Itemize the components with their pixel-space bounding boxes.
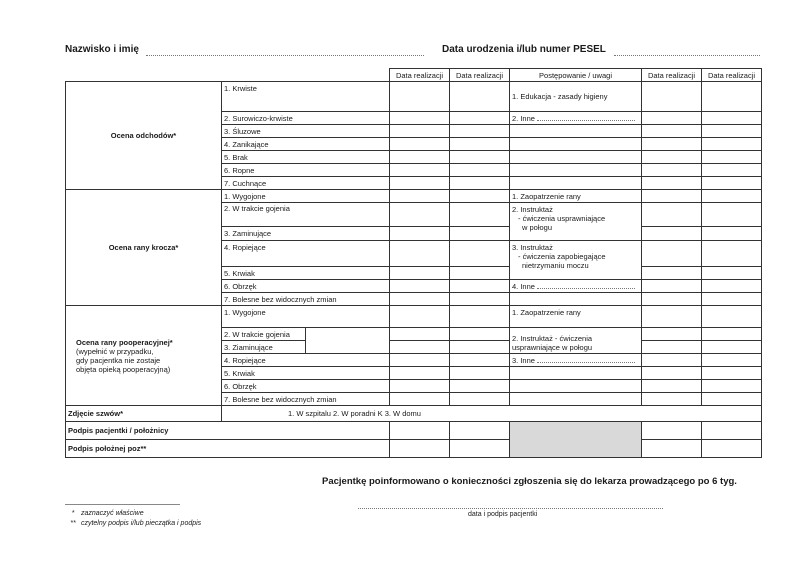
perineum-item-3[interactable]: 3. Zaminujące (222, 227, 390, 241)
col-date-4: Data realizacji (702, 69, 762, 82)
cell[interactable] (642, 422, 702, 440)
patient-signature-caption: data i podpis pacjentki (468, 511, 538, 518)
cell[interactable] (450, 112, 510, 125)
discharge-item-4[interactable]: 4. Zanikające (222, 138, 390, 151)
cell[interactable] (702, 367, 762, 380)
cell[interactable] (642, 440, 702, 458)
cell[interactable] (642, 190, 702, 203)
name-label: Nazwisko i imię (65, 44, 139, 55)
cell[interactable] (450, 341, 510, 354)
care-form-table (65, 68, 762, 458)
cell[interactable] (390, 422, 450, 440)
cell[interactable] (450, 440, 510, 458)
cell[interactable] (390, 203, 450, 227)
action-line: 2. Instruktaż - ćwiczenia (512, 334, 593, 343)
cell[interactable] (642, 125, 702, 138)
cell[interactable] (306, 341, 390, 354)
action-title: 3. Instruktaż (512, 243, 553, 252)
cell[interactable] (702, 125, 762, 138)
cell[interactable] (450, 354, 510, 367)
cell[interactable] (450, 293, 510, 306)
signature-patient-label: Podpis pacjentki / położnicy (66, 422, 390, 440)
postop-item-5[interactable]: 5. Krwiak (222, 367, 390, 380)
footnote-divider (65, 504, 180, 505)
footnote-text: czytelny podpis i/lub pieczątka i podpis (80, 520, 202, 527)
cell[interactable] (390, 177, 450, 190)
cell[interactable] (390, 306, 450, 328)
perineum-action-3 (510, 241, 642, 280)
cell[interactable] (450, 177, 510, 190)
cell[interactable] (450, 393, 510, 406)
cell[interactable] (510, 125, 642, 138)
cell[interactable] (450, 380, 510, 393)
section-discharge-label: Ocena odchodów* (66, 82, 222, 190)
postop-item-2[interactable]: 2. W trakcie gojenia (222, 328, 306, 341)
postop-item-6[interactable]: 6. Obrzęk (222, 380, 390, 393)
postop-action-3[interactable]: 3. Inne (510, 354, 642, 367)
header-row (66, 69, 762, 82)
cell[interactable] (510, 164, 642, 177)
postop-item-4[interactable]: 4. Ropiejące (222, 354, 390, 367)
perineum-item-5[interactable]: 5. Krwiak (222, 267, 390, 280)
cell[interactable] (642, 306, 702, 328)
discharge-action-2[interactable]: 2. Inne (510, 112, 642, 125)
cell[interactable] (450, 367, 510, 380)
cell[interactable] (702, 293, 762, 306)
cell[interactable] (642, 227, 702, 241)
postop-action-1: 1. Zaopatrzenie rany (510, 306, 642, 328)
cell[interactable] (702, 280, 762, 293)
perineum-action-2 (510, 203, 642, 241)
cell[interactable] (510, 151, 642, 164)
cell[interactable] (510, 177, 642, 190)
perineum-action-4[interactable]: 4. Inne (510, 280, 642, 293)
perineum-item-4[interactable]: 4. Ropiejące (222, 241, 390, 267)
discharge-action-1: 1. Edukacja - zasady higieny (510, 82, 642, 112)
cell[interactable] (642, 341, 702, 354)
cell[interactable] (642, 138, 702, 151)
cell[interactable] (642, 267, 702, 280)
cell[interactable] (702, 190, 762, 203)
cell[interactable] (642, 293, 702, 306)
cell[interactable] (702, 112, 762, 125)
cell[interactable] (702, 328, 762, 341)
cell[interactable] (390, 125, 450, 138)
cell[interactable] (450, 227, 510, 241)
discharge-item-6[interactable]: 6. Ropne (222, 164, 390, 177)
postop-title: Ocena rany pooperacyjnej* (76, 337, 173, 347)
cell[interactable] (702, 177, 762, 190)
cell[interactable] (702, 241, 762, 267)
cell[interactable] (450, 422, 510, 440)
cell[interactable] (510, 393, 642, 406)
patient-signature-line[interactable] (358, 508, 663, 509)
action-line: w połogu (522, 223, 553, 232)
discharge-item-3[interactable]: 3. Śluzowe (222, 125, 390, 138)
cell[interactable] (642, 203, 702, 227)
name-line[interactable] (146, 55, 424, 56)
cell[interactable] (390, 280, 450, 293)
cell[interactable] (642, 393, 702, 406)
cell[interactable] (390, 241, 450, 267)
postop-action-2 (510, 328, 642, 354)
cell[interactable] (702, 267, 762, 280)
action-line: - ćwiczenia zapobiegające (518, 252, 606, 261)
cell[interactable] (390, 393, 450, 406)
footnote-1 (67, 510, 144, 517)
cell[interactable] (702, 227, 762, 241)
cell[interactable] (450, 190, 510, 203)
cell[interactable] (450, 151, 510, 164)
cell[interactable] (642, 280, 702, 293)
cell[interactable] (390, 82, 450, 112)
cell[interactable] (390, 328, 450, 341)
perineum-item-6[interactable]: 6. Obrzęk (222, 280, 390, 293)
cell[interactable] (642, 328, 702, 341)
cell[interactable] (642, 241, 702, 267)
cell[interactable] (702, 341, 762, 354)
cell[interactable] (510, 138, 642, 151)
cell[interactable] (702, 203, 762, 227)
discharge-item-5[interactable]: 5. Brak (222, 151, 390, 164)
postop-item-3[interactable]: 3. Ziaminujące (222, 341, 306, 354)
cell[interactable] (702, 164, 762, 177)
cell[interactable] (642, 380, 702, 393)
perineum-action-1: 1. Zaopatrzenie rany (510, 190, 642, 203)
cell[interactable] (642, 112, 702, 125)
postop-sub: objęta opieką pooperacyjną) (76, 364, 171, 374)
cell[interactable] (702, 422, 762, 440)
cell[interactable] (510, 293, 642, 306)
action-line: nietrzymaniu moczu (522, 261, 589, 270)
cell[interactable] (510, 380, 642, 393)
postop-sub: gdy pacjentka nie zostaje (76, 355, 161, 365)
perineum-item-7[interactable]: 7. Bolesne bez widocznych zmian (222, 293, 390, 306)
discharge-item-2[interactable]: 2. Surowiczo-krwiste (222, 112, 390, 125)
cell[interactable] (390, 440, 450, 458)
footnote-mark: * (71, 510, 75, 517)
postop-sub: (wypełnić w przypadku, (76, 346, 154, 356)
cell[interactable] (450, 125, 510, 138)
cell[interactable] (642, 354, 702, 367)
cell[interactable] (390, 227, 450, 241)
col-actions: Postępowanie / uwagi (510, 69, 642, 82)
cell[interactable] (390, 354, 450, 367)
discharge-item-1[interactable]: 1. Krwiste (222, 82, 390, 112)
doctor-note: Pacjentkę poinformowano o konieczności zgłoszenia się do lekarza prowadzącego po 6 tyg. (322, 476, 737, 487)
postop-item-7[interactable]: 7. Bolesne bez widocznych zmian (222, 393, 390, 406)
cell[interactable] (450, 203, 510, 227)
sutures-options[interactable]: 1. W szpitalu 2. W poradni K 3. W domu (222, 406, 762, 422)
cell[interactable] (390, 293, 450, 306)
dob-line[interactable] (614, 55, 760, 56)
cell[interactable] (702, 82, 762, 112)
cell[interactable] (390, 190, 450, 203)
action-title: 2. Instruktaż (512, 205, 553, 214)
cell[interactable] (390, 380, 450, 393)
cell[interactable] (390, 267, 450, 280)
sutures-label: Zdjęcie szwów* (66, 406, 222, 422)
cell[interactable] (390, 341, 450, 354)
cell[interactable] (642, 177, 702, 190)
cell[interactable] (450, 267, 510, 280)
cell[interactable] (450, 164, 510, 177)
footnote-mark: ** (70, 520, 76, 527)
perineum-item-2[interactable]: 2. W trakcie gojenia (222, 203, 390, 227)
perineum-item-1[interactable]: 1. Wygojone (222, 190, 390, 203)
cell[interactable] (450, 328, 510, 341)
cell[interactable] (702, 440, 762, 458)
cell[interactable] (390, 367, 450, 380)
section-postop-label (66, 306, 222, 406)
cell[interactable] (702, 393, 762, 406)
cell[interactable] (642, 82, 702, 112)
cell[interactable] (450, 138, 510, 151)
col-date-2: Data realizacji (450, 69, 510, 82)
cell[interactable] (390, 112, 450, 125)
footnote-text: zaznaczyć właściwe (80, 510, 144, 517)
footnote-2 (67, 520, 201, 527)
gray-cell (510, 422, 642, 458)
dob-label: Data urodzenia i/lub numer PESEL (442, 44, 606, 55)
cell[interactable] (702, 138, 762, 151)
action-line: - ćwiczenia usprawniające (518, 214, 606, 223)
cell[interactable] (702, 354, 762, 367)
cell[interactable] (450, 82, 510, 112)
cell[interactable] (702, 151, 762, 164)
cell[interactable] (702, 380, 762, 393)
cell[interactable] (450, 241, 510, 267)
cell[interactable] (510, 367, 642, 380)
cell[interactable] (450, 280, 510, 293)
action-line: usprawniające w połogu (512, 343, 593, 352)
cell[interactable] (450, 306, 510, 328)
postop-item-1[interactable]: 1. Wygojone (222, 306, 390, 328)
col-date-3: Data realizacji (642, 69, 702, 82)
cell[interactable] (642, 151, 702, 164)
cell[interactable] (702, 306, 762, 328)
cell[interactable] (390, 164, 450, 177)
signature-midwife-label: Podpis położnej poz** (66, 440, 390, 458)
cell[interactable] (306, 328, 390, 341)
cell[interactable] (390, 138, 450, 151)
cell[interactable] (642, 367, 702, 380)
cell[interactable] (642, 164, 702, 177)
col-date-1: Data realizacji (390, 69, 450, 82)
discharge-item-7[interactable]: 7. Cuchnące (222, 177, 390, 190)
section-perineum-label: Ocena rany krocza* (66, 190, 222, 306)
cell[interactable] (390, 151, 450, 164)
